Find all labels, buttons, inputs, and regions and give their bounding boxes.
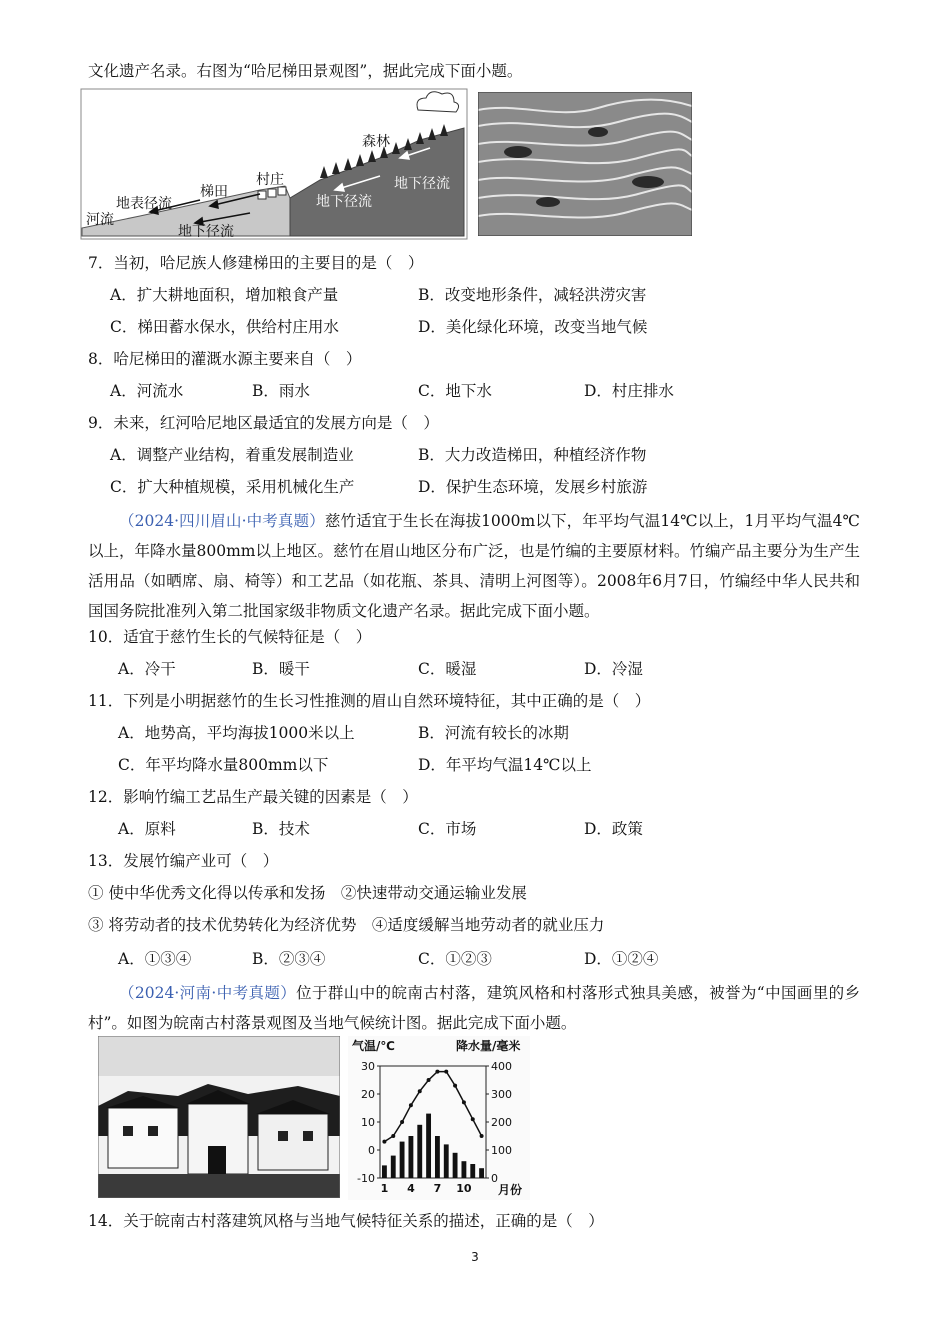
climate-chart <box>348 1036 530 1200</box>
chart-right-axis-label: 降水量/毫米 <box>456 1039 521 1053</box>
q10-option-b[interactable]: B．暖干 <box>252 660 310 678</box>
q10-option-c[interactable]: C．暖湿 <box>418 660 477 678</box>
intro-text: 文化遗产名录。右图为“哈尼梯田景观图”，据此完成下面小题。 <box>88 62 523 80</box>
left-tick-label: 0 <box>368 1144 375 1157</box>
right-tick-label: 200 <box>491 1116 512 1129</box>
q12-option-d[interactable]: D．政策 <box>584 820 643 838</box>
q11-option-b[interactable]: B．河流有较长的冰期 <box>418 724 569 742</box>
q12-option-a[interactable]: A．原料 <box>118 820 176 838</box>
temperature-point <box>462 1100 466 1104</box>
x-tick-label: 7 <box>433 1182 442 1195</box>
precipitation-bar <box>426 1114 431 1178</box>
precipitation-bar <box>435 1136 440 1178</box>
question-9: 9．未来，红河哈尼地区最适宜的发展方向是（ ） <box>88 414 439 432</box>
terrace-landscape-photo <box>478 92 692 236</box>
q10-option-a[interactable]: A．冷干 <box>118 660 176 678</box>
passage-wannan-source: （2024·河南·中考真题） <box>119 984 297 1002</box>
left-tick-label: 20 <box>361 1088 375 1101</box>
q13-statements-line-2: ③ 将劳动者的技术优势转化为经济优势 ④适度缓解当地劳动者的就业压力 <box>88 916 605 934</box>
precipitation-bar <box>382 1165 387 1178</box>
precipitation-bar <box>479 1168 484 1178</box>
question-11: 11．下列是小明据慈竹的生长习性推测的眉山自然环境特征，其中正确的是（ ） <box>88 692 651 710</box>
temperature-point <box>471 1117 475 1121</box>
q9-option-d[interactable]: D．保护生态环境，发展乡村旅游 <box>418 478 648 496</box>
passage-bamboo-source: （2024·四川眉山·中考真题） <box>119 512 325 530</box>
q8-option-c[interactable]: C．地下水 <box>418 382 492 400</box>
q11-option-c[interactable]: C．年平均降水量800mm以下 <box>118 756 329 774</box>
precipitation-bar <box>461 1161 466 1178</box>
q13-option-c[interactable]: C．①②③ <box>418 950 492 968</box>
label-groundwater-mid: 地下径流 <box>316 194 372 210</box>
label-groundwater-bottom: 地下径流 <box>178 224 234 240</box>
q8-option-d[interactable]: D．村庄排水 <box>584 382 674 400</box>
temperature-point <box>391 1134 395 1138</box>
temperature-point <box>444 1070 448 1074</box>
question-14: 14．关于皖南古村落建筑风格与当地气候特征关系的描述，正确的是（ ） <box>88 1212 604 1230</box>
label-groundwater-right: 地下径流 <box>394 176 450 192</box>
q13-option-d[interactable]: D．①②④ <box>584 950 659 968</box>
temperature-point <box>427 1078 431 1082</box>
x-tick-label: 1 <box>380 1182 389 1195</box>
page-number: 3 <box>471 1250 479 1264</box>
precipitation-bar <box>417 1125 422 1178</box>
q11-option-d[interactable]: D．年平均气温14℃以上 <box>418 756 592 774</box>
chart-xlabel: 月份 <box>498 1183 523 1197</box>
left-tick-label: 10 <box>361 1116 375 1129</box>
q9-option-a[interactable]: A．调整产业结构，着重发展制造业 <box>110 446 354 464</box>
temperature-point <box>453 1084 457 1088</box>
precipitation-bar <box>391 1156 396 1178</box>
q7-option-a[interactable]: A．扩大耕地面积，增加粮食产量 <box>110 286 339 304</box>
temperature-point <box>400 1120 404 1124</box>
label-village: 村庄 <box>256 172 284 188</box>
right-tick-label: 100 <box>491 1144 512 1157</box>
precipitation-bar <box>408 1136 413 1178</box>
x-tick-label: 10 <box>456 1182 472 1195</box>
question-10: 10．适宜于慈竹生长的气候特征是（ ） <box>88 628 372 646</box>
q10-option-d[interactable]: D．冷湿 <box>584 660 643 678</box>
q7-option-b[interactable]: B．改变地形条件，减轻洪涝灾害 <box>418 286 647 304</box>
q13-option-a[interactable]: A．①③④ <box>118 950 192 968</box>
chart-left-axis-label: 气温/℃ <box>352 1039 395 1053</box>
q9-option-c[interactable]: C．扩大种植规模，采用机械化生产 <box>110 478 355 496</box>
temperature-point <box>418 1089 422 1093</box>
label-terrace: 梯田 <box>200 184 228 200</box>
q13-option-b[interactable]: B．②③④ <box>252 950 326 968</box>
q12-option-c[interactable]: C．市场 <box>418 820 477 838</box>
question-13: 13．发展竹编产业可（ ） <box>88 852 279 870</box>
precipitation-bar <box>400 1142 405 1178</box>
label-surface-runoff: 地表径流 <box>116 196 172 212</box>
label-river: 河流 <box>86 212 114 228</box>
temperature-point <box>382 1140 386 1144</box>
terrace-profile-diagram <box>80 88 468 240</box>
q7-option-c[interactable]: C．梯田蓄水保水，供给村庄用水 <box>110 318 339 336</box>
left-tick-label: -10 <box>357 1172 375 1185</box>
q13-statements-line-1: ① 使中华优秀文化得以传承和发扬 ②快速带动交通运输业发展 <box>88 884 527 902</box>
precipitation-bar <box>444 1144 449 1178</box>
right-tick-label: 0 <box>491 1172 498 1185</box>
question-8: 8．哈尼梯田的灌溉水源主要来自（ ） <box>88 350 362 368</box>
left-tick-label: 30 <box>361 1060 375 1073</box>
x-tick-label: 4 <box>407 1182 415 1195</box>
passage-wannan: （2024·河南·中考真题）位于群山中的皖南古村落，建筑风格和村落形式独具美感，被誉为“中国画里的乡村”。如图为皖南古村落景观图及当地气候统计图。据此完成下面小题。 <box>88 984 860 1032</box>
passage-bamboo: （2024·四川眉山·中考真题）慈竹适宜于生长在海拔1000m以下，年平均气温14℃以上，1月平均气温4℃以上，年降水量800mm以上地区。慈竹在眉山地区分布广泛，也是竹编的主要原材料。竹编产品主要分为生产生活用品（如晒席、扇、椅等）和工艺品（如花瓶、茶具、清明上河图等）。2008年6月7日，竹编经中华人民共和国国务院批准列入第二批国家级非物质文化遗产名录。据此完成下面小题。 <box>88 512 860 620</box>
ancient-village-photo <box>98 1036 340 1198</box>
label-forest: 森林 <box>362 134 390 150</box>
right-tick-label: 400 <box>491 1060 512 1073</box>
right-tick-label: 300 <box>491 1088 512 1101</box>
temperature-point <box>480 1134 484 1138</box>
q9-option-b[interactable]: B．大力改造梯田，种植经济作物 <box>418 446 647 464</box>
q8-option-a[interactable]: A．河流水 <box>110 382 184 400</box>
q8-option-b[interactable]: B．雨水 <box>252 382 310 400</box>
q12-option-b[interactable]: B．技术 <box>252 820 310 838</box>
q11-option-a[interactable]: A．地势高，平均海拔1000米以上 <box>118 724 355 742</box>
precipitation-bar <box>453 1153 458 1178</box>
question-7: 7．当初，哈尼族人修建梯田的主要目的是（ ） <box>88 254 424 272</box>
temperature-point <box>409 1103 413 1107</box>
precipitation-bar <box>470 1164 475 1178</box>
question-12: 12．影响竹编工艺品生产最关键的因素是（ ） <box>88 788 418 806</box>
temperature-point <box>435 1070 439 1074</box>
q7-option-d[interactable]: D．美化绿化环境，改变当地气候 <box>418 318 648 336</box>
